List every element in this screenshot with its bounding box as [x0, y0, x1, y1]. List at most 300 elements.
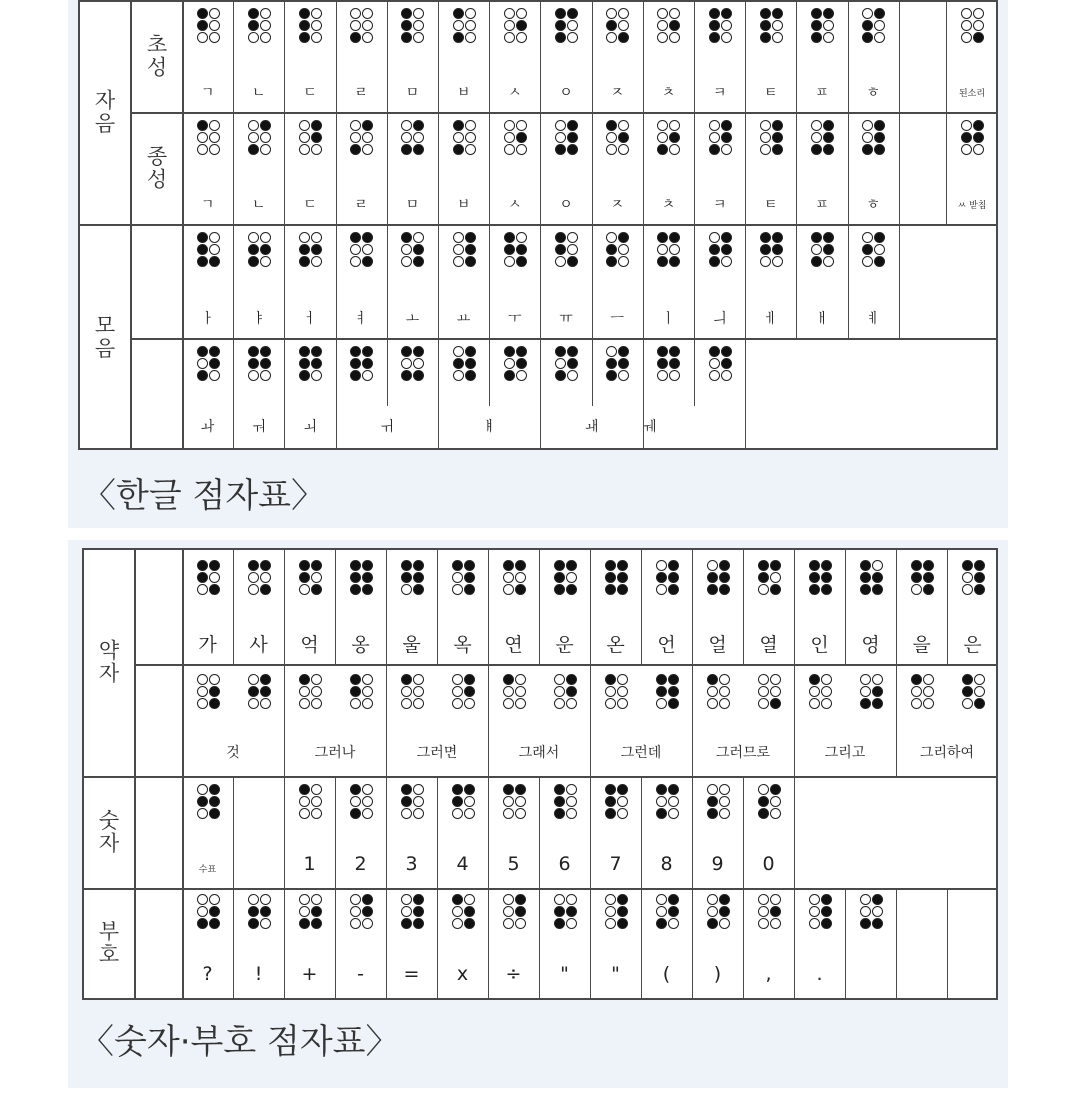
- braille-dot: [464, 918, 475, 929]
- symbol-label: ": [611, 963, 620, 985]
- braille-cell: [709, 120, 732, 155]
- braille-dot: [770, 560, 781, 571]
- braille-cell: [248, 894, 271, 929]
- braille-dot: [617, 894, 628, 905]
- grid-line: [233, 776, 234, 888]
- braille-dot: [668, 584, 679, 595]
- braille-dot: [669, 370, 680, 381]
- braille-dot: [923, 686, 934, 697]
- abbreviation-word-label: 그리고: [824, 745, 866, 761]
- abbreviation-word-label: 그런데: [620, 745, 662, 761]
- braille-dot: [566, 894, 577, 905]
- symbol-label: [845, 956, 896, 992]
- braille-dot: [452, 560, 463, 571]
- braille-dot: [197, 686, 208, 697]
- abbreviation-label: 얼: [708, 633, 727, 656]
- braille-dot: [350, 784, 361, 795]
- braille-dot: [401, 918, 412, 929]
- braille-dot: [503, 796, 514, 807]
- braille-cell: [554, 894, 577, 929]
- braille-dot: [605, 674, 616, 685]
- braille-dot: [465, 358, 476, 369]
- braille-dot: [452, 674, 463, 685]
- abbreviation-word-label: 그러므로: [715, 745, 771, 761]
- braille-dot: [453, 358, 464, 369]
- braille-cell: [606, 120, 629, 155]
- jamo-label: ㅖ: [866, 311, 880, 327]
- braille-cell: [197, 120, 220, 155]
- braille-dot: [350, 572, 361, 583]
- braille-cell: [555, 232, 578, 267]
- braille-dot: [760, 20, 771, 31]
- braille-dot: [669, 32, 680, 43]
- braille-dot: [197, 120, 208, 131]
- braille-dot: [618, 370, 629, 381]
- braille-dot: [862, 144, 873, 155]
- braille-dot: [248, 132, 259, 143]
- braille-cell: [656, 894, 679, 929]
- braille-cell: [504, 120, 527, 155]
- braille-dot: [554, 796, 565, 807]
- braille-dot: [299, 918, 310, 929]
- braille-cell: [606, 346, 629, 381]
- braille-dot: [668, 560, 679, 571]
- jamo-label: ㅎ: [866, 85, 880, 101]
- braille-dot: [567, 8, 578, 19]
- jamo-label: ㅓ: [303, 311, 317, 327]
- jamo-label: ㄱ: [200, 197, 215, 213]
- braille-dot: [516, 232, 527, 243]
- braille-dot: [248, 20, 259, 31]
- braille-dot: [260, 244, 271, 255]
- braille-dot: [503, 906, 514, 917]
- braille-dot: [197, 784, 208, 795]
- braille-dot: [760, 8, 771, 19]
- braille-cell: [401, 346, 424, 381]
- braille-dot: [362, 918, 373, 929]
- braille-dot: [668, 918, 679, 929]
- jamo-label: ㅁ: [405, 85, 420, 101]
- braille-dot: [311, 346, 322, 357]
- braille-dot: [721, 346, 732, 357]
- braille-dot: [618, 232, 629, 243]
- braille-cell: [504, 346, 527, 381]
- braille-dot: [809, 698, 820, 709]
- braille-dot: [758, 906, 769, 917]
- grid-line: [947, 888, 948, 998]
- jamo-label: ㄷ: [303, 197, 317, 213]
- braille-dot: [657, 144, 668, 155]
- braille-dot: [401, 572, 412, 583]
- braille-dot: [350, 894, 361, 905]
- braille-cell: [452, 894, 475, 929]
- jamo-label: ㄱ: [200, 85, 215, 101]
- braille-cell: [299, 346, 322, 381]
- braille-dot: [504, 32, 515, 43]
- braille-dot: [299, 32, 310, 43]
- braille-dot: [260, 698, 271, 709]
- braille-dot: [299, 358, 310, 369]
- braille-dot: [464, 906, 475, 917]
- braille-dot: [862, 256, 873, 267]
- braille-dot: [618, 120, 629, 131]
- grid-line: [82, 548, 998, 550]
- abbreviation-label: 온: [606, 633, 625, 656]
- braille-dot: [413, 698, 424, 709]
- grid-line: [899, 0, 900, 224]
- braille-dot: [758, 584, 769, 595]
- braille-dot: [260, 906, 271, 917]
- braille-dot: [973, 132, 984, 143]
- braille-dot: [209, 686, 220, 697]
- braille-dot: [566, 572, 577, 583]
- braille-dot: [605, 808, 616, 819]
- braille-dot: [362, 808, 373, 819]
- braille-dot: [809, 560, 820, 571]
- braille-dot: [657, 8, 668, 19]
- braille-dot: [657, 244, 668, 255]
- grid-line: [82, 998, 998, 1000]
- braille-cell: [605, 674, 628, 709]
- braille-cell: [504, 8, 527, 43]
- braille-dot: [657, 358, 668, 369]
- braille-dot: [209, 572, 220, 583]
- symbol-label: .: [816, 963, 823, 985]
- braille-dot: [515, 808, 526, 819]
- braille-cell: [248, 346, 271, 381]
- braille-dot: [413, 232, 424, 243]
- braille-dot: [516, 20, 527, 31]
- braille-dot: [248, 906, 259, 917]
- braille-dot: [452, 918, 463, 929]
- braille-dot: [567, 370, 578, 381]
- braille-dot: [311, 232, 322, 243]
- jamo-label: ㅊ: [661, 85, 676, 101]
- braille-dot: [721, 132, 732, 143]
- braille-dot: [401, 132, 412, 143]
- braille-dot: [554, 894, 565, 905]
- braille-cell: [605, 560, 628, 595]
- braille-dot: [821, 572, 832, 583]
- braille-cell: [197, 674, 220, 709]
- jamo-label: ㅗ: [405, 311, 420, 327]
- braille-dot: [197, 370, 208, 381]
- braille-dot: [606, 132, 617, 143]
- braille-dot: [770, 784, 781, 795]
- braille-dot: [961, 120, 972, 131]
- jamo-label: ㅂ: [456, 85, 471, 101]
- braille-dot: [299, 132, 310, 143]
- braille-cell: [299, 784, 322, 819]
- braille-dot: [362, 8, 373, 19]
- braille-dot: [605, 560, 616, 571]
- braille-dot: [209, 346, 220, 357]
- braille-dot: [606, 20, 617, 31]
- braille-dot: [605, 918, 616, 929]
- braille-dot: [555, 256, 566, 267]
- braille-dot: [911, 686, 922, 697]
- jamo-label: ㅜ: [508, 311, 522, 327]
- braille-dot: [197, 20, 208, 31]
- braille-cell: [555, 120, 578, 155]
- braille-dot: [299, 144, 310, 155]
- braille-dot: [669, 358, 680, 369]
- braille-dot: [401, 232, 412, 243]
- braille-cell: [962, 674, 985, 709]
- braille-dot: [465, 232, 476, 243]
- braille-dot: [974, 698, 985, 709]
- braille-cell: [299, 8, 322, 43]
- braille-dot: [555, 358, 566, 369]
- braille-dot: [962, 698, 973, 709]
- braille-dot: [260, 370, 271, 381]
- braille-dot: [516, 256, 527, 267]
- grid-line: [130, 112, 998, 114]
- jamo-label: ㅣ: [661, 311, 676, 327]
- braille-dot: [617, 560, 628, 571]
- grid-line: [284, 338, 285, 406]
- braille-dot: [554, 918, 565, 929]
- braille-cell: [709, 8, 732, 43]
- braille-dot: [516, 132, 527, 143]
- symbol-label: -: [357, 963, 364, 985]
- symbol-label: =: [403, 963, 420, 985]
- braille-dot: [811, 232, 822, 243]
- braille-dot: [515, 784, 526, 795]
- number-label: 2: [354, 853, 367, 875]
- braille-cell: [452, 784, 475, 819]
- braille-dot: [311, 698, 322, 709]
- braille-cell: [656, 674, 679, 709]
- braille-dot: [248, 32, 259, 43]
- braille-dot: [567, 346, 578, 357]
- grid-line: [489, 338, 490, 406]
- braille-cell: [401, 120, 424, 155]
- braille-dot: [860, 698, 871, 709]
- braille-dot: [721, 8, 732, 19]
- braille-dot: [555, 120, 566, 131]
- braille-dot: [709, 370, 720, 381]
- braille-dot: [299, 20, 310, 31]
- braille-dot: [656, 894, 667, 905]
- braille-cell: [350, 894, 373, 929]
- braille-dot: [707, 560, 718, 571]
- braille-dot: [719, 808, 730, 819]
- braille-dot: [709, 8, 720, 19]
- braille-dot: [721, 20, 732, 31]
- braille-dot: [197, 256, 208, 267]
- braille-dot: [465, 244, 476, 255]
- braille-dot: [721, 358, 732, 369]
- grid-line: [896, 888, 897, 998]
- grid-line: [387, 338, 388, 406]
- braille-dot: [362, 698, 373, 709]
- braille-dot: [770, 686, 781, 697]
- jamo-label: ㅈ: [610, 85, 624, 101]
- grid-line: [134, 664, 998, 666]
- braille-dot: [515, 796, 526, 807]
- braille-dot: [618, 32, 629, 43]
- braille-dot: [350, 132, 361, 143]
- braille-dot: [961, 144, 972, 155]
- braille-dot: [311, 796, 322, 807]
- braille-dot: [260, 686, 271, 697]
- braille-dot: [413, 256, 424, 267]
- braille-dot: [809, 686, 820, 697]
- braille-dot: [362, 674, 373, 685]
- braille-dot: [555, 244, 566, 255]
- braille-dot: [962, 584, 973, 595]
- braille-cell: [248, 8, 271, 43]
- braille-cell: [811, 8, 834, 43]
- braille-dot: [209, 370, 220, 381]
- braille-dot: [656, 584, 667, 595]
- braille-dot: [567, 232, 578, 243]
- jamo-label: ㅡ: [610, 311, 624, 327]
- braille-dot: [707, 796, 718, 807]
- braille-dot: [555, 232, 566, 243]
- jamo-label: ㅏ: [200, 311, 215, 327]
- jamo-label: ㅌ: [764, 85, 778, 101]
- braille-cell: [401, 232, 424, 267]
- braille-dot: [973, 20, 984, 31]
- braille-dot: [504, 358, 515, 369]
- braille-dot: [605, 796, 616, 807]
- braille-dot: [516, 244, 527, 255]
- braille-dot: [606, 120, 617, 131]
- braille-dot: [605, 906, 616, 917]
- braille-dot: [618, 256, 629, 267]
- braille-dot: [862, 244, 873, 255]
- braille-dot: [504, 232, 515, 243]
- braille-dot: [566, 686, 577, 697]
- braille-dot: [516, 8, 527, 19]
- braille-dot: [567, 244, 578, 255]
- braille-dot: [618, 244, 629, 255]
- symbol-label: +: [301, 963, 318, 985]
- braille-dot: [350, 808, 361, 819]
- braille-dot: [299, 808, 310, 819]
- braille-dot: [719, 674, 730, 685]
- braille-cell: [656, 560, 679, 595]
- braille-dot: [567, 358, 578, 369]
- abbreviation-label: 옥: [453, 633, 472, 656]
- grid-line: [336, 338, 337, 406]
- hangul-table-caption: 〈한글 점자표〉: [82, 476, 326, 516]
- braille-dot: [962, 674, 973, 685]
- braille-dot: [758, 572, 769, 583]
- braille-dot: [772, 32, 783, 43]
- braille-dot: [656, 796, 667, 807]
- braille-dot: [809, 918, 820, 929]
- braille-dot: [209, 698, 220, 709]
- braille-dot: [758, 796, 769, 807]
- braille-dot: [656, 906, 667, 917]
- braille-dot: [413, 32, 424, 43]
- braille-dot: [197, 894, 208, 905]
- braille-dot: [413, 244, 424, 255]
- braille-dot: [860, 560, 871, 571]
- braille-dot: [657, 132, 668, 143]
- braille-dot: [974, 686, 985, 697]
- braille-dot: [299, 584, 310, 595]
- braille-dot: [452, 584, 463, 595]
- braille-dot: [707, 686, 718, 697]
- grid-line: [82, 776, 998, 778]
- braille-dot: [618, 20, 629, 31]
- braille-cell: [503, 560, 526, 595]
- braille-dot: [974, 584, 985, 595]
- braille-dot: [350, 370, 361, 381]
- braille-dot: [350, 346, 361, 357]
- braille-dot: [453, 8, 464, 19]
- braille-dot: [311, 674, 322, 685]
- braille-dot: [961, 32, 972, 43]
- jamo-label: ㅎ: [866, 197, 880, 213]
- braille-dot: [973, 144, 984, 155]
- braille-dot: [555, 346, 566, 357]
- braille-dot: [760, 120, 771, 131]
- braille-cell: [554, 674, 577, 709]
- braille-dot: [362, 256, 373, 267]
- braille-dot: [617, 906, 628, 917]
- braille-dot: [874, 144, 885, 155]
- braille-dot: [872, 894, 883, 905]
- diphthong-label: ㅚ: [303, 419, 317, 435]
- grid-line: [694, 338, 695, 406]
- braille-cell: [401, 784, 424, 819]
- braille-dot: [413, 918, 424, 929]
- braille-cell: [248, 560, 271, 595]
- braille-dot: [504, 346, 515, 357]
- braille-dot: [197, 560, 208, 571]
- braille-dot: [453, 256, 464, 267]
- braille-dot: [656, 560, 667, 571]
- braille-dot: [452, 572, 463, 583]
- braille-dot: [860, 686, 871, 697]
- braille-cell: [657, 346, 680, 381]
- braille-dot: [453, 144, 464, 155]
- braille-dot: [874, 132, 885, 143]
- grid-line: [540, 338, 541, 406]
- braille-cell: [758, 784, 781, 819]
- number-label: 9: [711, 853, 724, 875]
- braille-dot: [872, 560, 883, 571]
- braille-dot: [709, 244, 720, 255]
- jamo-label: ㅕ: [354, 311, 368, 327]
- braille-cell: [657, 120, 680, 155]
- braille-dot: [760, 132, 771, 143]
- braille-dot: [260, 560, 271, 571]
- symbol-label: (: [662, 963, 671, 985]
- abbreviation-label: 은: [963, 633, 982, 656]
- braille-dot: [760, 232, 771, 243]
- braille-dot: [874, 232, 885, 243]
- braille-cell: [809, 674, 832, 709]
- braille-cell: [860, 894, 883, 929]
- braille-dot: [823, 20, 834, 31]
- grid-line: [130, 338, 998, 340]
- braille-dot: [872, 584, 883, 595]
- braille-dot: [311, 572, 322, 583]
- braille-dot: [401, 906, 412, 917]
- braille-dot: [770, 796, 781, 807]
- braille-cell: [707, 560, 730, 595]
- braille-dot: [606, 32, 617, 43]
- braille-dot: [656, 686, 667, 697]
- braille-dot: [413, 370, 424, 381]
- braille-dot: [209, 120, 220, 131]
